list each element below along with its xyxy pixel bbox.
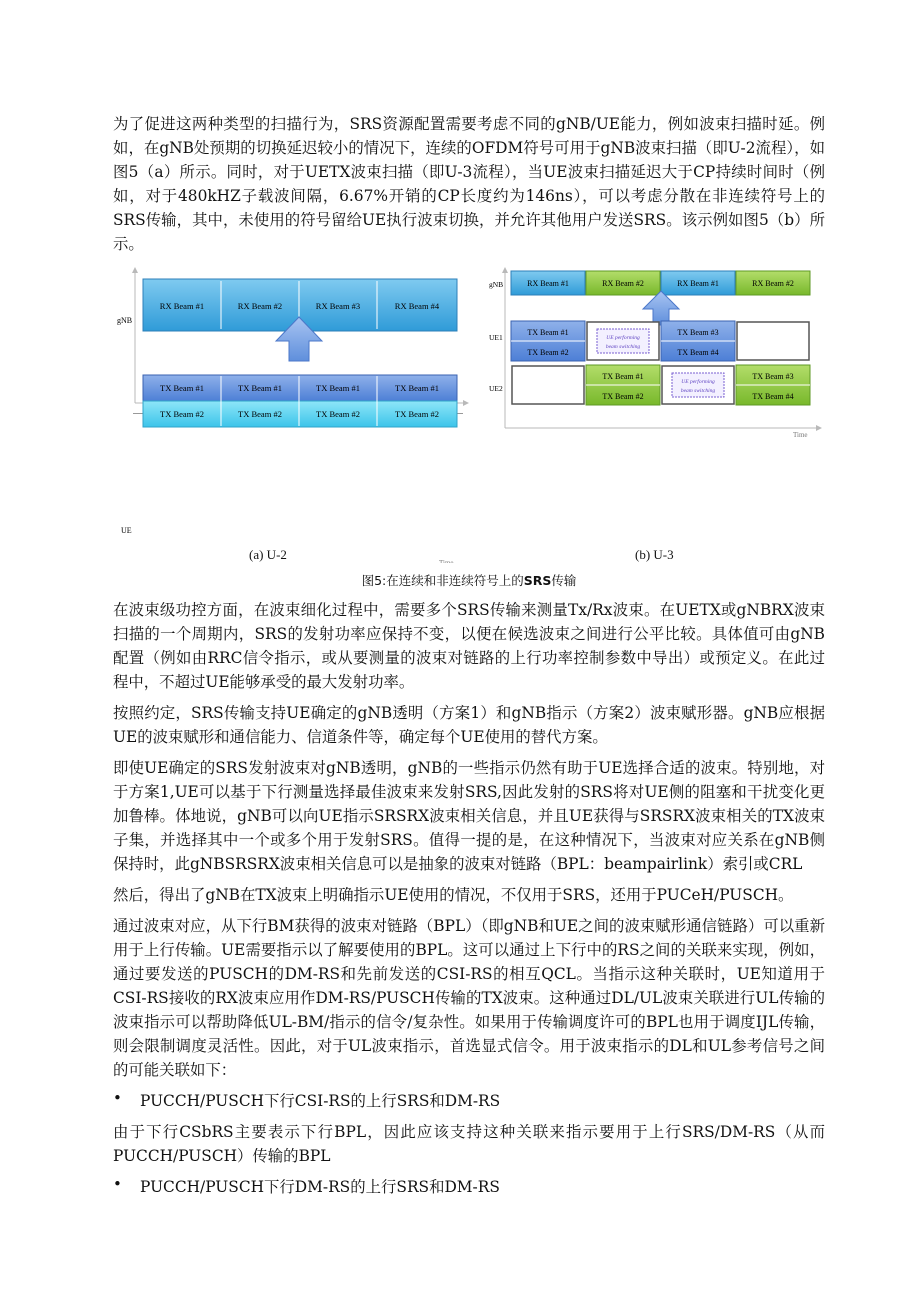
ue2-tx-a1: TX Beam #1 bbox=[602, 372, 644, 381]
tx-beam-l-top-2: TX Beam #1 bbox=[238, 383, 282, 393]
tx-beam-l-top-1: TX Beam #1 bbox=[160, 383, 204, 393]
paragraph-3: 按照约定，SRS传输支持UE确定的gNB透明（方案1）和gNB指示（方案2）波束赋形器。gNB应根据UE的波束赋形和通信能力、信道条件等，确定每个UE使用的替代方案。 bbox=[113, 704, 825, 746]
time-label-right: Time bbox=[793, 431, 808, 439]
caption-suffix: 传输 bbox=[551, 573, 577, 588]
subcaption-a: (a) U-2 bbox=[249, 547, 287, 562]
caption-bold: SRS bbox=[523, 573, 552, 588]
bullet-text-2: PUCCH/PUSCH下行DM-RS的上行SRS和DM-RS bbox=[140, 1178, 500, 1196]
ue-label-left: UE bbox=[121, 526, 132, 535]
tx-beam-l-bot-1: TX Beam #2 bbox=[160, 409, 204, 419]
ue2-switch-text-2: beam switching bbox=[680, 388, 716, 394]
panel-u3 bbox=[489, 267, 822, 439]
tx-beam-l-bot-2: TX Beam #2 bbox=[238, 409, 282, 419]
document-page bbox=[113, 112, 825, 1206]
caption-text: 在连续和非连续符号上的 bbox=[386, 573, 524, 588]
paragraph-5: 然后，得出了gNB在TX波束上明确指示UE使用的情况，不仅用于SRS，还用于PUCeH/PUSCH。 bbox=[113, 886, 794, 904]
tx-beam-l-top-3: TX Beam #1 bbox=[316, 383, 360, 393]
rx-beam-r3: RX Beam #1 bbox=[677, 279, 719, 288]
ue2-tx-b2: TX Beam #4 bbox=[752, 392, 794, 401]
figure-5 bbox=[113, 263, 825, 588]
ue1-tx-b1: TX Beam #3 bbox=[677, 328, 719, 337]
subcaption-b: (b) U-3 bbox=[635, 547, 674, 562]
figure-caption bbox=[113, 571, 825, 589]
rx-beam-r4: RX Beam #2 bbox=[752, 279, 794, 288]
gnb-label-right: gNB bbox=[489, 280, 504, 289]
tx-beam-l-top-4: TX Beam #1 bbox=[395, 383, 439, 393]
rx-beam-r1: RX Beam #1 bbox=[527, 279, 569, 288]
ue1-tx-b2: TX Beam #4 bbox=[677, 348, 719, 357]
ue1-switch-text-1: UE performing bbox=[606, 335, 640, 341]
rx-beam-l1: RX Beam #1 bbox=[159, 301, 205, 311]
ue2-label: UE2 bbox=[489, 384, 503, 393]
ue2-tx-b1: TX Beam #3 bbox=[752, 372, 794, 381]
figure-5-diagram bbox=[113, 263, 825, 563]
bullet-item-2 bbox=[113, 1175, 825, 1199]
bullet-icon: • bbox=[113, 1089, 122, 1107]
gnb-label-left: gNB bbox=[117, 316, 133, 325]
ue2-idle bbox=[512, 366, 584, 404]
ue1-switch-text-2: beam switching bbox=[605, 344, 641, 350]
paragraph-7: 由于下行CSbRS主要表示下行BPL，因此应该支持这种关联来指示要用于上行SRS/DM-RS（从而PUCCH/PUSCH）传输的BPL bbox=[113, 1123, 825, 1165]
rx-beam-l4: RX Beam #4 bbox=[394, 301, 440, 311]
arrow-up-icon-right bbox=[643, 291, 679, 325]
paragraph-2: 在波束级功控方面，在波束细化过程中，需要多个SRS传输来测量Tx/Rx波束。在UETX或gNBRX波束扫描的一个周期内，SRS的发射功率应保持不变，以便在候选波束之间进行公平比较。具体值可由gNB配置（例如由RRC信令指示，或从要测量的波束对链路的上行功率控制参数中导出）或预定义。在此过程中，不超过UE能够承受的最大发射功率。 bbox=[113, 601, 825, 691]
bullet-icon: • bbox=[113, 1175, 122, 1193]
time-label-left: Time bbox=[439, 559, 454, 563]
bullet-item-1 bbox=[113, 1089, 825, 1113]
paragraph-1: 为了促进这两种类型的扫描行为，SRS资源配置需要考虑不同的gNB/UE能力，例如波束扫描时延。例如，在gNB处预期的切换延迟较小的情况下，连续的OFDM符号可用于gNB波束扫描（即U-2流程），如图5（a）所示。同时，对于UETX波束扫描（即U-3流程），当UE波束扫描延迟大于CP持续时间时（例如，对于480kHZ子载波间隔，6.67%开销的CP长度约为146ns），可以考虑分散在非连续符号上的SRS传输，其中，未使用的符号留给UE执行波束切换，并允许其他用户发送SRS。该示例如图5（b）所示。 bbox=[113, 115, 825, 253]
tx-beam-l-bot-4: TX Beam #2 bbox=[395, 409, 439, 419]
rx-beam-l2: RX Beam #2 bbox=[237, 301, 283, 311]
ue1-tx-a1: TX Beam #1 bbox=[527, 328, 569, 337]
rx-beam-r2: RX Beam #2 bbox=[602, 279, 644, 288]
paragraph-6: 通过波束对应，从下行BM获得的波束对链路（BPL）（即gNB和UE之间的波束赋形通信链路）可以重新用于上行传输。UE需要指示以了解要使用的BPL。这可以通过上下行中的RS之间的关联来实现，例如，通过要发送的PUSCH的DM-RS和先前发送的CSI-RS的相互QCL。当指示这种关联时，UE知道用于CSI-RS接收的RX波束应用作DM-RS/PUSCH传输的TX波束。这种通过DL/UL波束关联进行UL传输的波束指示可以帮助降低UL-BM/指示的信令/复杂性。如果用于传输调度许可的BPL也用于调度IJL传输，则会限制调度灵活性。因此，对于UL波束指示，首选显式信令。用于波束指示的DL和UL参考信号之间的可能关联如下： bbox=[113, 917, 825, 1079]
bullet-text-1: PUCCH/PUSCH下行CSI-RS的上行SRS和DM-RS bbox=[140, 1092, 501, 1110]
ue1-tx-a2: TX Beam #2 bbox=[527, 348, 569, 357]
panel-u2 bbox=[117, 267, 469, 563]
ue2-switch-text-1: UE performing bbox=[681, 379, 715, 385]
rx-beam-l3: RX Beam #3 bbox=[315, 301, 361, 311]
caption-prefix: 图5: bbox=[361, 573, 387, 588]
tx-beam-l-bot-3: TX Beam #2 bbox=[316, 409, 360, 419]
ue1-label: UE1 bbox=[489, 333, 503, 342]
ue2-tx-a2: TX Beam #2 bbox=[602, 392, 644, 401]
paragraph-4: 即使UE确定的SRS发射波束对gNB透明，gNB的一些指示仍然有助于UE选择合适的波束。特别地，对于方案1,UE可以基于下行测量选择最佳波束来发射SRS,因此发射的SRS将对UE侧的阻塞和干扰变化更加鲁棒。体地说，gNB可以向UE指示SRSRX波束相关信息，并且UE获得与SRSRX波束相关的TX波束子集，并选择其中一个或多个用于发射SRS。值得一提的是，在这种情况下，当波束对应关系在gNB侧保持时，此gNBSRSRX波束相关信息可以是抽象的波束对链路（BPL：beampairlink）索引或CRL bbox=[113, 759, 825, 873]
ue1-idle bbox=[737, 322, 809, 360]
